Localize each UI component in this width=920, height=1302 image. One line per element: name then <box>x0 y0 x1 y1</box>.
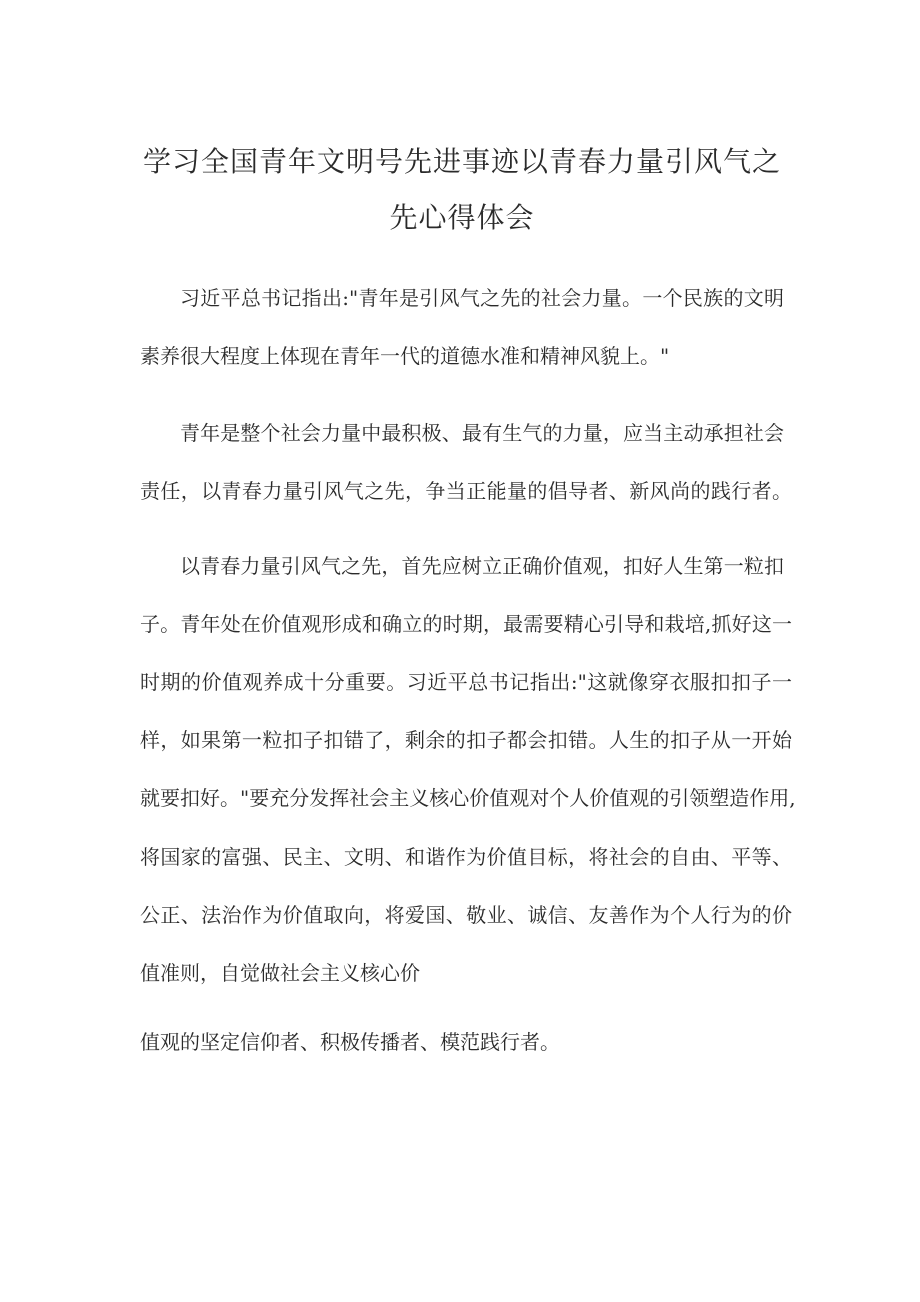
paragraph-line: 就要扣好。"要充分发挥社会主义核心价值观对个人价值观的引领塑造作用, <box>140 786 796 810</box>
document-title <box>140 134 784 246</box>
paragraph-line: 素养很大程度上体现在青年一代的道德水准和精神风貌上。" <box>140 344 670 368</box>
paragraph-line: 责任，以青春力量引风气之先，争当正能量的倡导者、新风尚的践行者。 <box>140 479 792 503</box>
paragraph-line: 以青春力量引风气之先，首先应树立正确价值观，扣好人生第一粒扣 <box>180 554 784 578</box>
paragraph-line: 公正、法治作为价值取向，将爱国、敬业、诚信、友善作为个人行为的价 <box>140 903 792 927</box>
title-line-1: 学习全国青年文明号先进事迹以青春力量引风气之 <box>142 145 781 178</box>
paragraph-line: 样，如果第一粒扣子扣错了，剩余的扣子都会扣错。人生的扣子从一开始 <box>140 728 792 752</box>
paragraph-line: 子。青年处在价值观形成和确立的时期，最需要精心引导和栽培,抓好这一 <box>140 612 792 636</box>
paragraph-line: 习近平总书记指出:"青年是引风气之先的社会力量。一个民族的文明 <box>180 286 784 310</box>
paragraph-line: 值观的坚定信仰者、积极传播者、模范践行者。 <box>140 1030 560 1054</box>
paragraph-line: 将国家的富强、民主、文明、和谐作为价值目标，将社会的自由、平等、 <box>140 845 792 869</box>
paragraph-line: 青年是整个社会力量中最积极、最有生气的力量，应当主动承担社会 <box>180 421 784 445</box>
paragraph-line: 时期的价值观养成十分重要。习近平总书记指出:"这就像穿衣服扣扣子一 <box>140 670 792 694</box>
paragraph-line: 值准则，自觉做社会主义核心价 <box>140 961 420 985</box>
title-line-2: 先心得体会 <box>389 201 535 234</box>
